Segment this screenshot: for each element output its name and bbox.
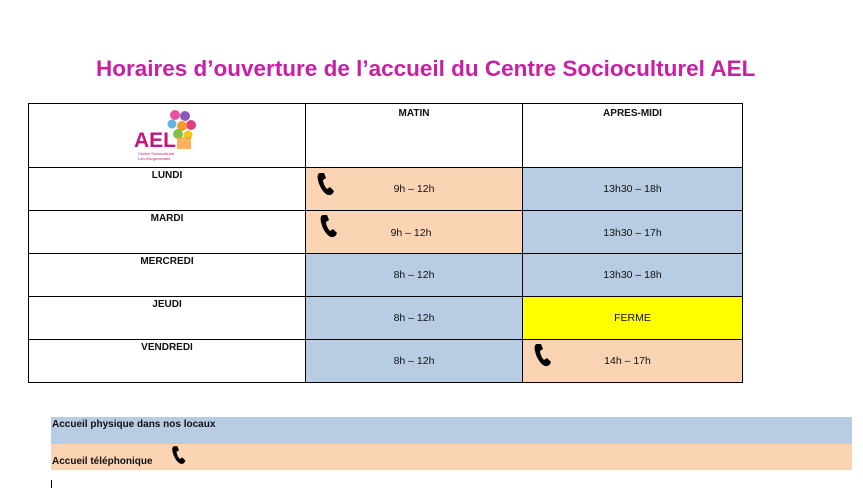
day-label: MERCREDI	[29, 254, 306, 297]
time-text: 8h – 12h	[393, 355, 435, 367]
day-label: LUNDI	[29, 168, 306, 211]
time-text: 13h30 – 18h	[603, 269, 662, 281]
morning-cell	[306, 297, 523, 340]
header-morning: MATIN	[306, 104, 523, 168]
time-text: 13h30 – 18h	[603, 183, 662, 195]
time-text: 13h30 – 17h	[603, 227, 662, 239]
afternoon-cell	[523, 211, 743, 254]
morning-cell	[306, 254, 523, 297]
phone-icon	[171, 444, 187, 466]
time-text: 8h – 12h	[393, 312, 435, 324]
ael-logo	[133, 106, 205, 164]
day-label: JEUDI	[29, 297, 306, 340]
table-row	[29, 254, 743, 297]
day-label: VENDREDI	[29, 340, 306, 383]
table-row	[29, 297, 743, 340]
logo-subtitle-1: Centre Socioculturel	[138, 151, 175, 156]
page-title: Horaires d’ouverture de l’accueil du Centre Socioculturel AEL	[96, 56, 756, 81]
time-text: 14h – 17h	[604, 355, 651, 367]
time-text: 8h – 12h	[393, 269, 435, 281]
morning-cell	[306, 340, 523, 383]
table-row	[29, 340, 743, 383]
table-row	[29, 211, 743, 254]
header-afternoon: APRES-MIDI	[523, 104, 743, 168]
morning-cell	[306, 168, 523, 211]
table-row	[29, 168, 743, 211]
logo-text: AEL	[134, 129, 176, 152]
legend-phone	[51, 444, 852, 470]
time-text: 9h – 12h	[390, 227, 432, 239]
day-label: MARDI	[29, 211, 306, 254]
time-text: 9h – 12h	[393, 183, 435, 195]
morning-cell	[306, 211, 523, 254]
afternoon-cell	[523, 254, 743, 297]
legend-phone-label: Accueil téléphonique	[52, 456, 153, 467]
logo-cell	[29, 104, 306, 168]
afternoon-cell	[523, 168, 743, 211]
afternoon-cell	[523, 297, 743, 340]
legend-physical	[51, 417, 852, 444]
legend-physical-label: Accueil physique dans nos locaux	[52, 419, 216, 430]
logo-subtitle-2: Lan d'Argentoratix	[138, 156, 171, 161]
text-cursor	[51, 480, 52, 488]
closed-text: FERME	[614, 312, 651, 324]
schedule-table	[28, 103, 743, 383]
afternoon-cell	[523, 340, 743, 383]
